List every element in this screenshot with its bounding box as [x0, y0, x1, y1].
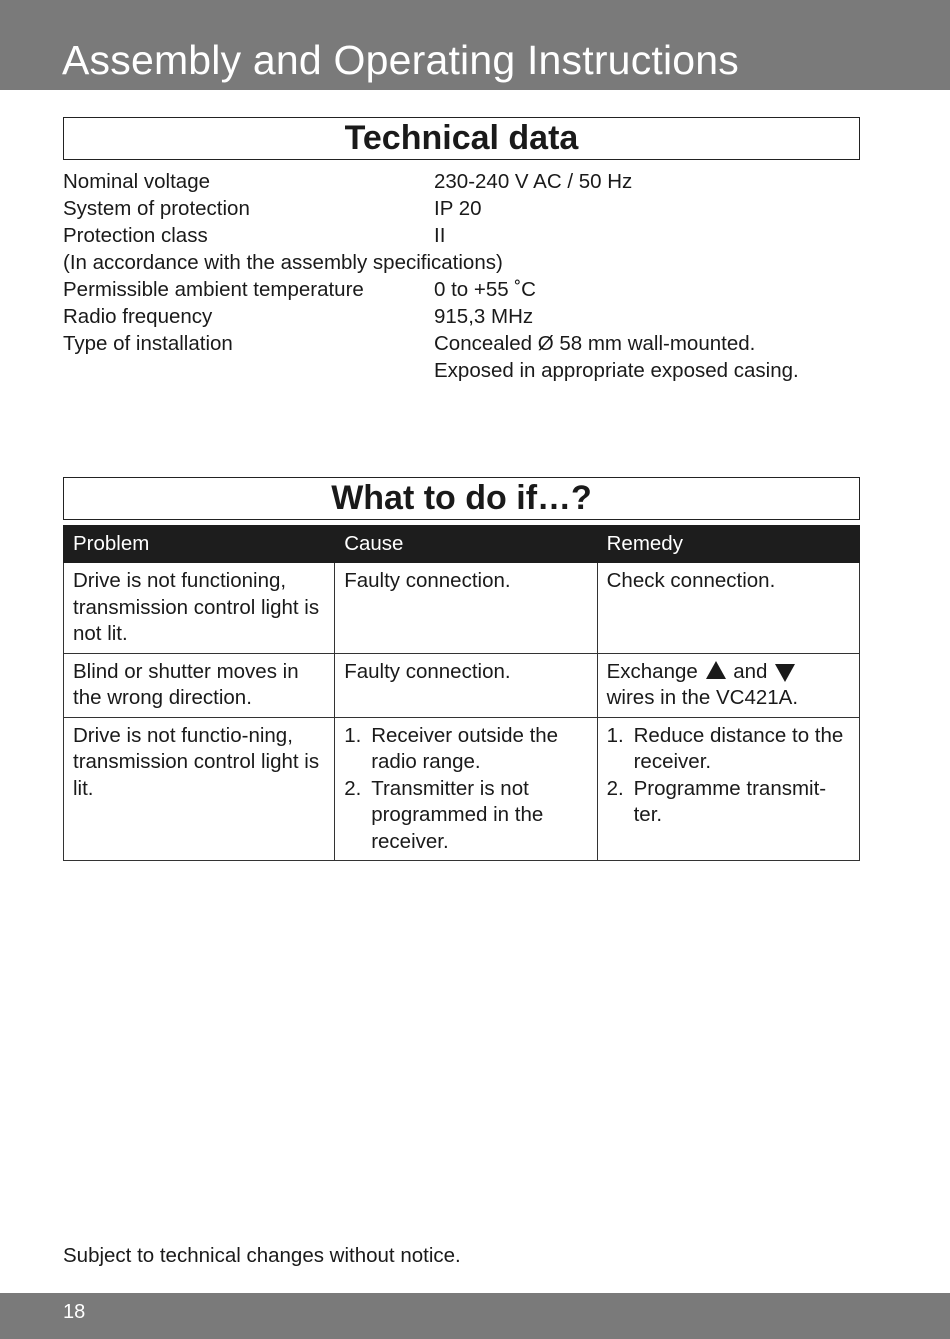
problem-cell: Drive is not functio-ning, transmission control light is lit. — [64, 717, 335, 861]
list-item — [344, 776, 587, 856]
remedy-cell: Check connection. — [597, 563, 859, 654]
cause-cell — [335, 717, 597, 861]
spec-row — [63, 249, 863, 276]
remedy-text: Exchange — [606, 659, 698, 683]
spec-value: II — [434, 224, 446, 247]
spec-value: 230-240 V AC / 50 Hz — [434, 170, 633, 193]
spec-label: Type of installation — [63, 332, 233, 355]
spec-row — [63, 330, 863, 357]
page-title: Assembly and Operating Instructions — [62, 37, 739, 83]
list-text: Reduce distance to the receiver. — [633, 723, 844, 773]
spec-value: 915,3 MHz — [434, 305, 534, 328]
problem-cell: Drive is not functioning, transmission control light is not lit. — [64, 563, 335, 654]
footnote: Subject to technical changes without notice. — [63, 1244, 461, 1267]
spec-label: Permissible ambient temperature — [63, 278, 364, 301]
remedy-cell — [597, 653, 859, 717]
list-item — [607, 723, 850, 776]
troubleshooting-table — [63, 525, 860, 861]
cause-list — [344, 723, 587, 856]
page-number: 18 — [63, 1301, 86, 1323]
column-header-problem: Problem — [64, 526, 335, 563]
spec-row — [63, 195, 863, 222]
technical-data-list — [63, 168, 863, 384]
list-number: 1. — [344, 723, 362, 747]
spec-row — [63, 357, 863, 384]
cause-cell: Faulty connection. — [335, 563, 597, 654]
spec-value: IP 20 — [434, 197, 482, 220]
spec-label: Radio frequency — [63, 305, 213, 328]
table-row — [64, 653, 860, 717]
spec-row — [63, 276, 863, 303]
column-header-cause: Cause — [335, 526, 597, 563]
list-item — [607, 776, 850, 829]
list-number: 2. — [606, 776, 624, 800]
technical-data-heading: Technical data — [63, 117, 860, 160]
spec-row — [63, 303, 863, 330]
spec-label: System of protection — [63, 197, 250, 220]
problem-cell: Blind or shutter moves in the wrong direction. — [64, 653, 335, 717]
remedy-text: wires in the VC421A. — [606, 686, 799, 709]
table-header-row — [64, 526, 860, 563]
list-number: 1. — [606, 723, 624, 747]
spec-note: (In accordance with the assembly specifications) — [63, 251, 503, 274]
spec-label: Nominal voltage — [63, 170, 210, 193]
list-text: Programme transmit-ter. — [633, 776, 827, 826]
spec-value: 0 to +55 ˚C — [434, 278, 536, 301]
spec-row — [63, 168, 863, 195]
triangle-up-icon — [706, 661, 726, 679]
column-header-remedy: Remedy — [597, 526, 859, 563]
spec-row — [63, 222, 863, 249]
remedy-cell — [597, 717, 859, 861]
remedy-text: and — [733, 659, 768, 683]
table-row — [64, 717, 860, 861]
table-row — [64, 563, 860, 654]
list-text: Transmitter is not programmed in the receiver. — [371, 776, 544, 853]
list-item — [344, 723, 587, 776]
triangle-down-icon — [775, 664, 795, 682]
list-number: 2. — [344, 776, 362, 800]
remedy-list — [607, 723, 850, 829]
cause-cell: Faulty connection. — [335, 653, 597, 717]
footer-bar — [0, 1293, 950, 1339]
what-to-do-heading: What to do if…? — [63, 477, 860, 520]
list-text: Receiver outside the radio range. — [371, 723, 559, 773]
spec-value: Concealed Ø 58 mm wall-mounted. — [434, 332, 756, 355]
spec-value: Exposed in appropriate exposed casing. — [434, 359, 799, 382]
spec-label: Protection class — [63, 224, 208, 247]
